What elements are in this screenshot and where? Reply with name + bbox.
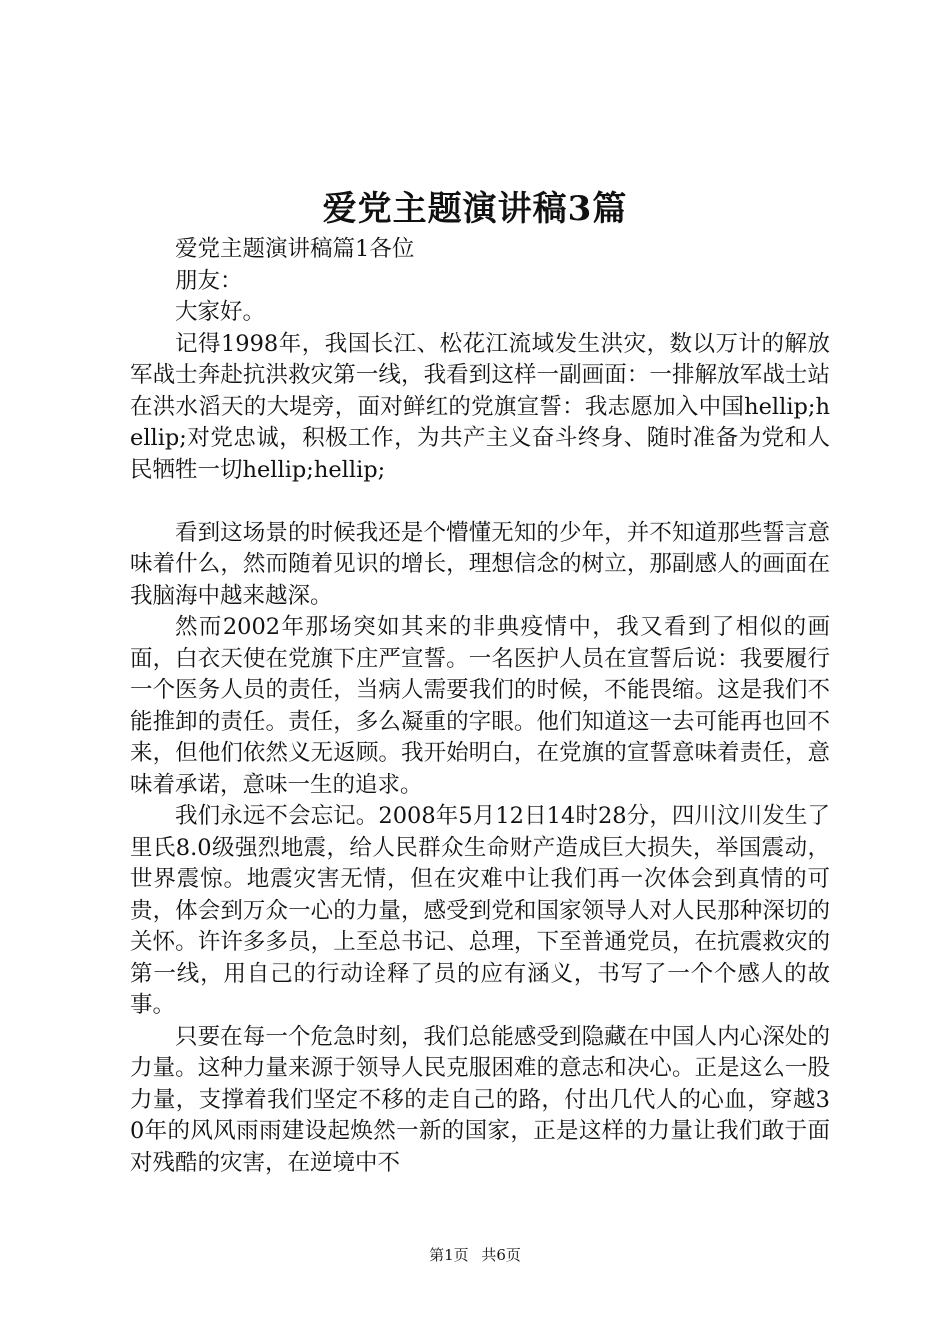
paragraph: 然而2002年那场突如其来的非典疫情中，我又看到了相似的画面，白衣天使在党旗下庄严宣誓。一名医护人员在宣誓后说：我要履行一个医务人员的责任，当病人需要我们的时候，不能畏缩。这是我们不能推卸的责任。责任，多么凝重的字眼。他们知道这一去可能再也回不来，但他们依然义无返顾。我开始明白，在党旗的宣誓意味着责任，意味着承诺，意味一生的追求。 (130, 614, 830, 798)
page-number: 第1页 (429, 1246, 469, 1264)
page-total: 共6页 (481, 1246, 521, 1264)
paragraph: 看到这场景的时候我还是个懵懂无知的少年，并不知道那些誓言意味着什么，然而随着见识的增长，理想信念的树立，那副感人的画面在我脑海中越来越深。 (130, 519, 830, 609)
page-footer (0, 1244, 950, 1266)
paragraph: 我们永远不会忘记。2008年5月12日14时28分，四川汶川发生了里氏8.0级强烈地震，给人民群众生命财产造成巨大损失，举国震动，世界震惊。地震灾害无情，但在灾难中让我们再一次体会到真情的可贵，体会到万众一心的力量，感受到党和国家领导人对人民那种深切的关怀。许许多多员，上至总书记、总理，下至普通党员，在抗震救灾的第一线，用自己的行动诠释了员的应有涵义，书写了一个个感人的故事。 (130, 803, 830, 1018)
document-title: 爱党主题演讲稿3篇 (322, 189, 628, 229)
paragraph: 只要在每一个危急时刻，我们总能感受到隐藏在中国人内心深处的力量。这种力量来源于领导人民克服困难的意志和决心。正是这么一股力量，支撑着我们坚定不移的走自己的路，付出几代人的心血，穿越30年的风风雨雨建设起焕然一新的国家，正是这样的力量让我们敢于面对残酷的灾害，在逆境中不 (130, 1023, 830, 1176)
paragraph: 大家好。 (175, 299, 266, 325)
paragraph: 爱党主题演讲稿篇1各位 (175, 236, 415, 262)
paragraph: 记得1998年，我国长江、松花江流域发生洪灾，数以万计的解放军战士奔赴抗洪救灾第一线，我看到这样一副画面：一排解放军战士站在洪水滔天的大堤旁，面对鲜红的党旗宣誓：我志愿加入中国hellip;hellip;对党忠诚，积极工作，为共产主义奋斗终身、随时准备为党和人民牺牲一切hellip;hellip; (130, 330, 830, 483)
document-body (130, 234, 830, 1179)
paragraph: 朋友： (175, 267, 243, 294)
